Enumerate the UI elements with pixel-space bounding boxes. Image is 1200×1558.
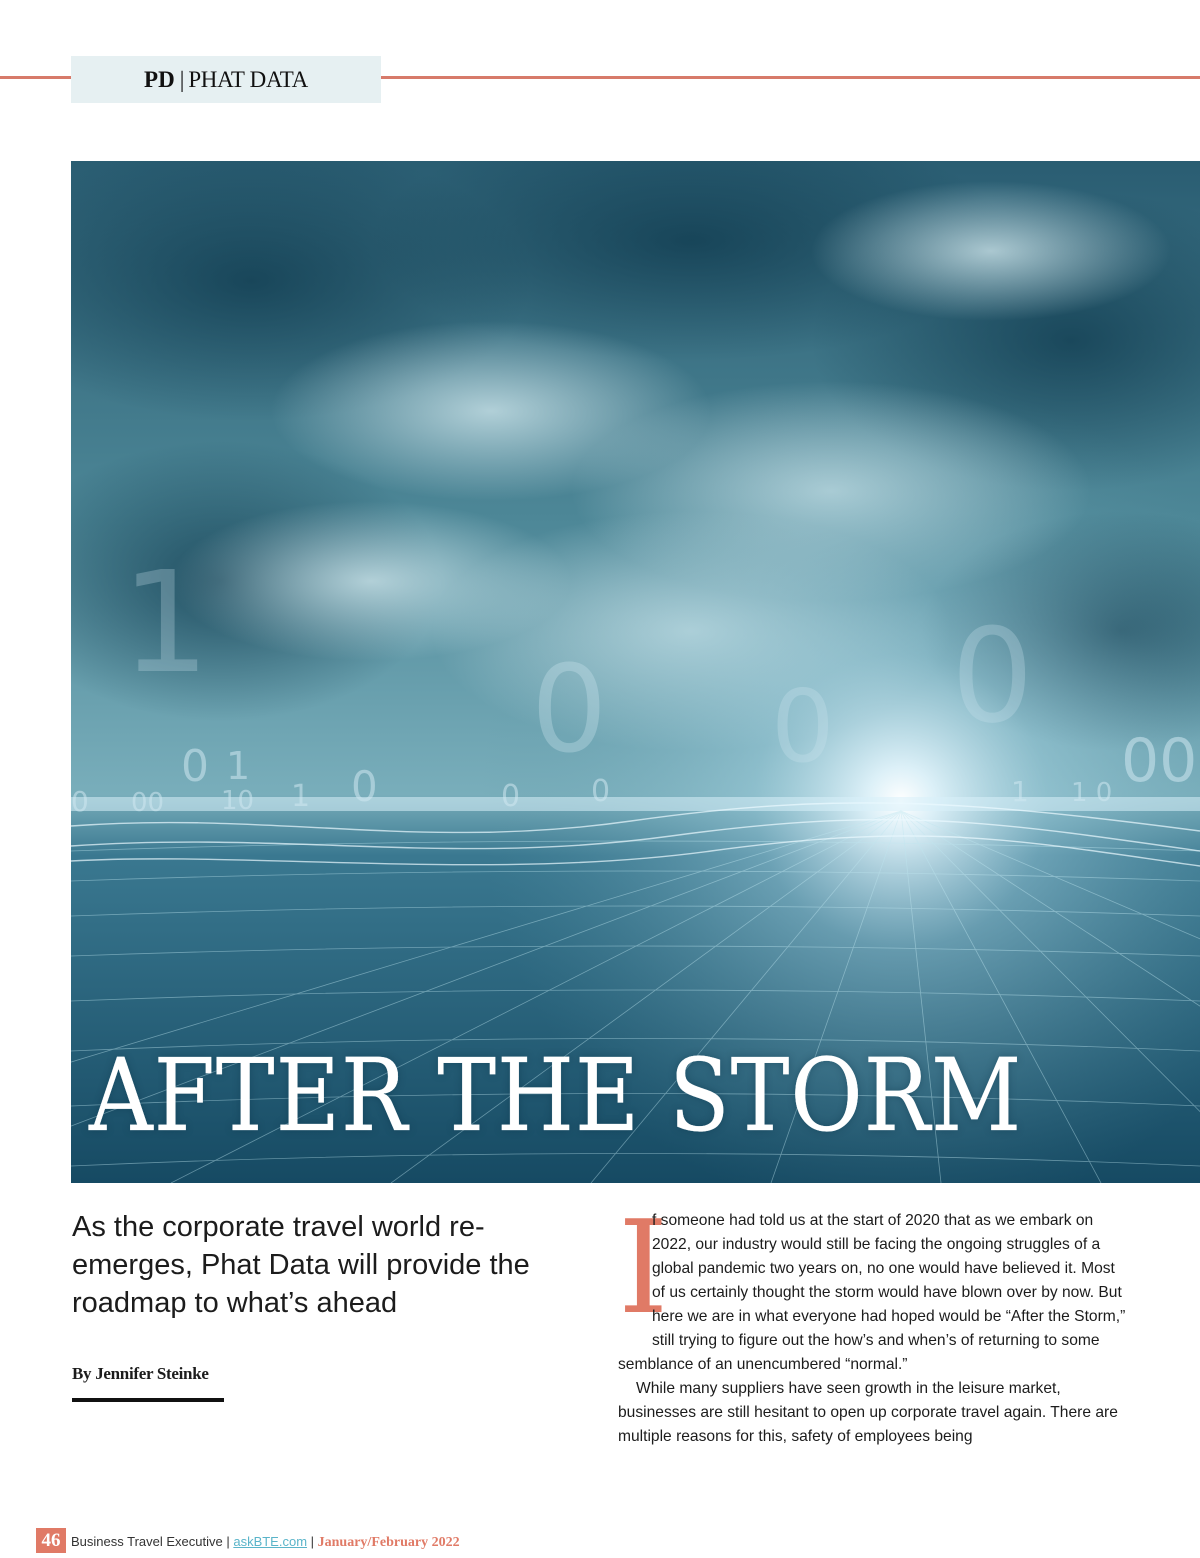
publication-name: Business Travel Executive: [71, 1534, 223, 1549]
storm-grid-illustration: [71, 161, 1200, 1183]
page-number: 46: [36, 1528, 66, 1553]
svg-text:10: 10: [221, 786, 255, 816]
section-name: PHAT DATA: [188, 66, 308, 92]
issue-date: January/February 2022: [317, 1535, 460, 1550]
svg-text:00: 00: [1121, 726, 1198, 796]
svg-text:1 0: 1 0: [1071, 778, 1113, 808]
svg-text:0: 0: [951, 600, 1034, 752]
svg-text:0: 0: [771, 668, 835, 785]
footer: [71, 1534, 460, 1551]
footer-separator: |: [222, 1534, 234, 1549]
svg-text:0: 0: [501, 779, 521, 814]
article-body: [618, 1194, 1130, 1449]
svg-text:0: 0: [531, 641, 608, 780]
section-abbr: PD: [144, 66, 175, 92]
hero-image: [71, 161, 1200, 1183]
byline: By Jennifer Steinke: [72, 1364, 209, 1383]
article-deck: As the corporate travel world re-emerges, Phat Data will provide the roadmap to what’s ahead: [72, 1211, 530, 1319]
svg-text:1: 1: [291, 779, 311, 814]
svg-text:1: 1: [226, 744, 251, 788]
site-link[interactable]: askBTE.com: [233, 1534, 308, 1549]
footer-separator-2: |: [307, 1534, 318, 1549]
svg-text:00: 00: [131, 788, 165, 818]
svg-text:0: 0: [591, 774, 611, 809]
svg-text:0: 0: [181, 741, 209, 792]
section-separator: |: [179, 66, 185, 92]
svg-text:0: 0: [71, 785, 89, 818]
svg-text:0: 0: [351, 762, 378, 811]
article-title: AFTER THE STORM: [89, 1037, 1023, 1154]
section-tab: [71, 56, 381, 103]
svg-text:1: 1: [1011, 775, 1029, 808]
body-paragraph-1: f someone had told us at the start of 2020 that as we embark on 2022, our industry would still be facing the ongoing struggles of a global pandemic two years on, no one would have believed it. Most of us certainly thought the storm would have blown over by now. But here we are in what everyone had hoped would be “After the Storm,” still trying to figure out the how’s and when’s of returning to some semblance of an unencumbered “normal.”: [618, 1212, 1126, 1373]
drop-cap: I: [618, 1194, 669, 1343]
svg-text:1: 1: [121, 542, 211, 705]
byline-rule: [72, 1398, 224, 1402]
body-paragraph-2: While many suppliers have seen growth in the leisure market, businesses are still hesitant to open up corporate travel again. There are multiple reasons for this, safety of employees being: [618, 1380, 1118, 1445]
